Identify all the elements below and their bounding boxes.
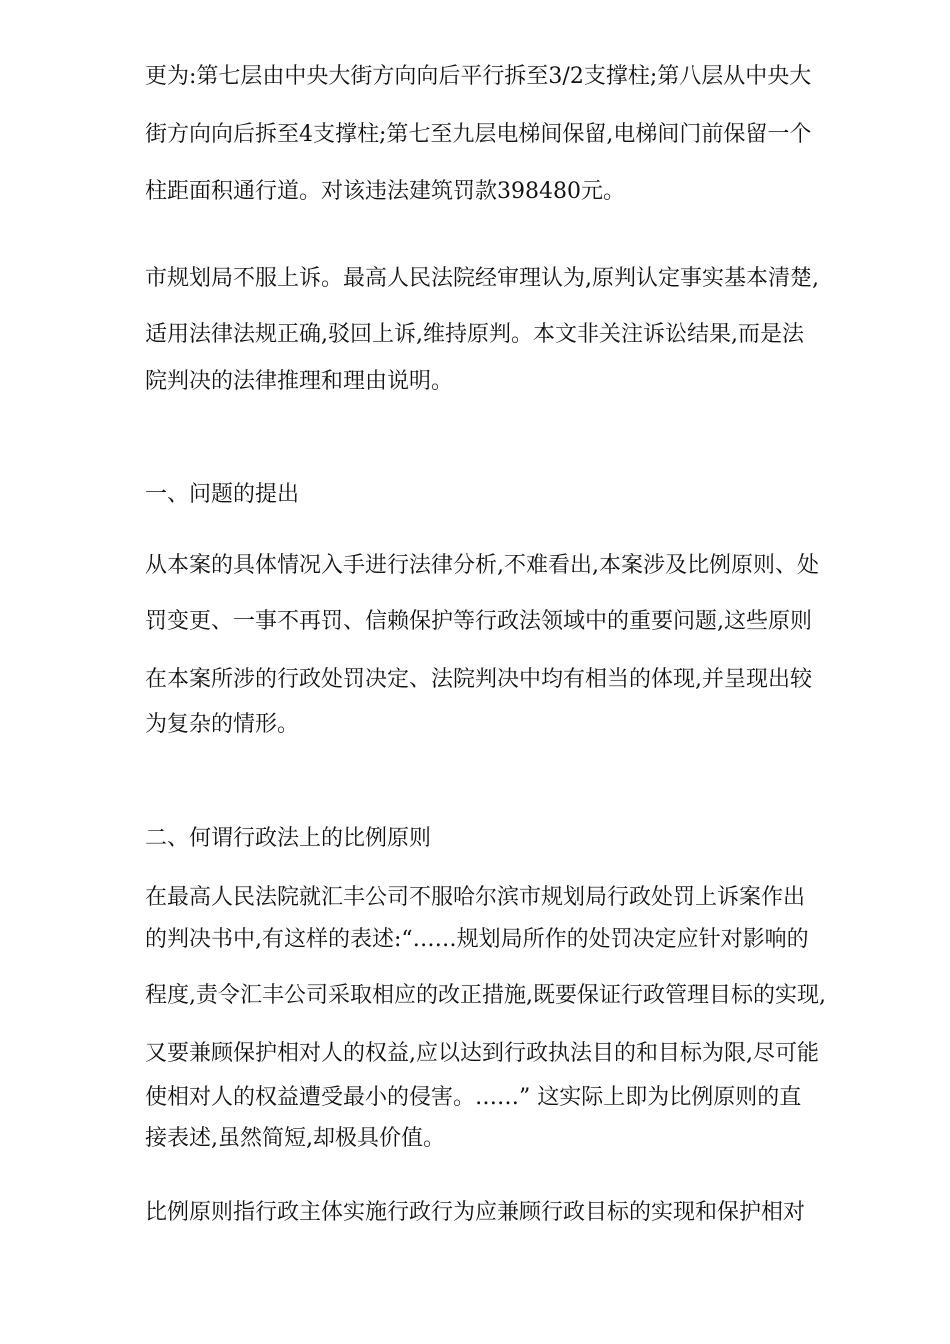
paragraph-4-line-2: 的判决书中,有这样的表述:“……规划局所作的处罚决定应针对影响的	[145, 927, 809, 952]
paragraph-1-line-1: 更为:第七层由中央大街方向向后平行拆至3/2支撑柱;第八层从中央大	[145, 64, 812, 89]
section-heading-1: 一、问题的提出	[145, 482, 300, 507]
paragraph-5-line-1: 比例原则指行政主体实施行政行为应兼顾行政目标的实现和保护相对	[145, 1200, 806, 1225]
paragraph-4-line-3: 程度,责令汇丰公司采取相应的改正措施,既要保证行政管理目标的实现,	[145, 983, 826, 1008]
paragraph-4-line-1: 在最高人民法院就汇丰公司不服哈尔滨市规划局行政处罚上诉案作出	[145, 885, 806, 910]
paragraph-1-line-2: 街方向向后拆至4支撑柱;第七至九层电梯间保留,电梯间门前保留一个	[145, 122, 812, 147]
paragraph-2-line-2: 适用法律法规正确,驳回上诉,维持原判。本文非关注诉讼结果,而是法	[145, 322, 804, 347]
paragraph-4-line-4: 又要兼顾保护相对人的权益,应以达到行政执法目的和目标为限,尽可能	[145, 1041, 819, 1066]
paragraph-4-line-5: 使相对人的权益遭受最小的侵害。……” 这实际上即为比例原则的直	[145, 1085, 802, 1110]
paragraph-3-line-2: 罚变更、一事不再罚、信赖保护等行政法领域中的重要问题,这些原则	[145, 609, 812, 634]
paragraph-3-line-4: 为复杂的情形。	[145, 712, 300, 737]
paragraph-4-line-6: 接表述,虽然简短,却极具价值。	[145, 1126, 445, 1151]
paragraph-2-line-3: 院判决的法律推理和理由说明。	[145, 369, 454, 394]
paragraph-3-line-1: 从本案的具体情况入手进行法律分析,不难看出,本案涉及比例原则、处	[145, 553, 819, 578]
paragraph-1-line-3: 柱距面积通行道。对该违法建筑罚款398480元。	[145, 179, 625, 204]
paragraph-3-line-3: 在本案所涉的行政处罚决定、法院判决中均有相当的体现,并呈现出较	[145, 667, 812, 692]
paragraph-2-line-1: 市规划局不服上诉。最高人民法院经审理认为,原判认定事实基本清楚,	[145, 266, 819, 291]
section-heading-2: 二、何谓行政法上的比例原则	[145, 826, 432, 851]
